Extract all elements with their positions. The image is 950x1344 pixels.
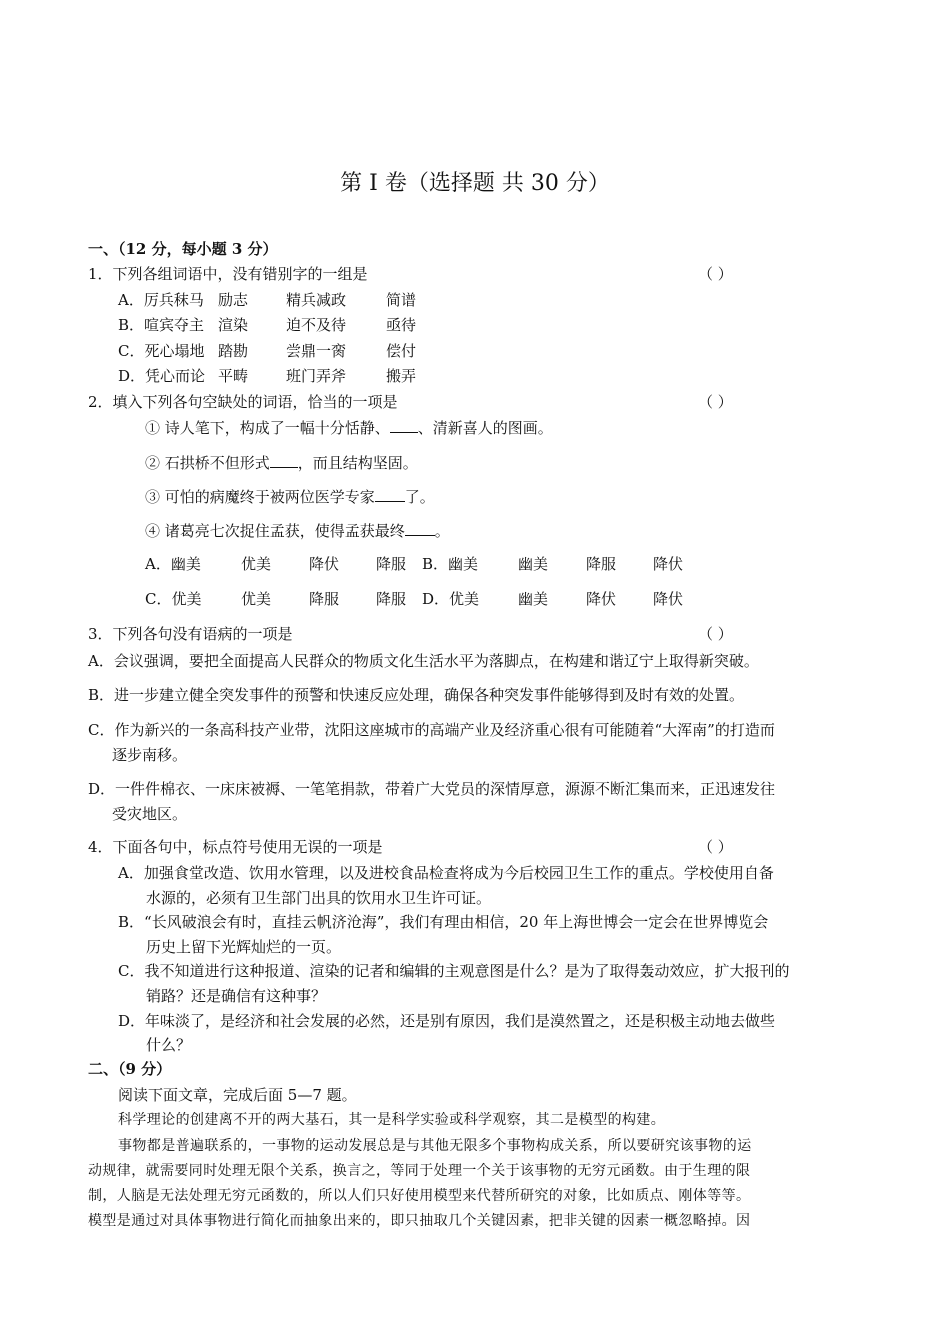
question-3-option-c-line2: 逐步南移。 <box>112 746 188 764</box>
passage-paragraph-2-line1: 事物都是普遍联系的，一事物的运动发展总是与其他无限多个事物构成关系，所以要研究该事物的运 <box>118 1138 752 1154</box>
blank-line <box>270 453 298 468</box>
reading-instruction: 阅读下面文章，完成后面 5—7 题。 <box>118 1086 357 1104</box>
blank-line <box>390 418 418 433</box>
question-4-option-b-line2: 历史上留下光辉灿烂的一页。 <box>146 938 342 956</box>
passage-paragraph-2-line2: 动规律，就需要同时处理无限个关系，换言之，等同于处理一个关于该事物的无穷元函数。由于生理的限 <box>88 1163 751 1179</box>
question-3-option-d-line2: 受灾地区。 <box>112 805 188 823</box>
question-1-option-b: B．喧宾夺主 渲染 迫不及待 亟待 <box>118 316 417 334</box>
question-4-stem: 4．下面各句中，标点符号使用无误的一项是 <box>88 838 383 856</box>
question-2-stem: 2．填入下列各句空缺处的词语，恰当的一项是 <box>88 393 398 411</box>
passage-paragraph-2-line4: 模型是通过对具体事物进行简化而抽象出来的，即只抽取几个关键因素，把非关键的因素一概忽略掉。因 <box>88 1213 751 1229</box>
page-title: 第 I 卷（选择题 共 30 分） <box>340 171 610 196</box>
question-4-option-a-line1: A．加强食堂改造、饮用水管理，以及进校食品检查将成为今后校园卫生工作的重点。学校使用自备 <box>118 864 774 882</box>
passage-paragraph-1: 科学理论的创建离不开的两大基石，其一是科学实验或科学观察，其二是模型的构建。 <box>118 1112 666 1128</box>
question-4-option-a-line2: 水源的，必须有卫生部门出具的饮用水卫生许可证。 <box>146 889 492 907</box>
blank-line <box>405 521 435 536</box>
question-1-option-d: D．凭心而论 平畴 班门弄斧 搬弄 <box>118 367 417 385</box>
section-one-heading: 一、（12 分，每小题 3 分） <box>88 240 278 258</box>
question-1-stem: 1．下列各组词语中，没有错别字的一组是 <box>88 265 368 283</box>
section-two-heading: 二、（9 分） <box>88 1060 172 1078</box>
question-2-answer-paren: （ ） <box>698 393 733 411</box>
question-4-option-d-line2: 什么？ <box>146 1036 192 1054</box>
question-2-sentence-4: ④ 诸葛亮七次捉住孟获，使得孟获最终 。 <box>145 522 450 540</box>
question-2-options-ab: A．幽美 优美 降伏 降服 B．幽美 幽美 降服 降伏 <box>145 555 684 573</box>
question-2-options-cd: C．优美 优美 降服 降服 D．优美 幽美 降伏 降伏 <box>145 590 684 608</box>
question-3-option-b: B．进一步建立健全突发事件的预警和快速反应处理，确保各种突发事件能够得到及时有效的处置。 <box>88 686 745 704</box>
question-2-sentence-1: ① 诗人笔下，构成了一幅十分恬静、 、清新喜人的图画。 <box>145 419 553 437</box>
question-4-option-c-line1: C．我不知道进行这种报道、渲染的记者和编辑的主观意图是什么？是为了取得轰动效应，扩大报刊的 <box>118 962 790 980</box>
question-3-option-a: A．会议强调，要把全面提高人民群众的物质文化生活水平为落脚点，在构建和谐辽宁上取得新突破。 <box>88 652 759 670</box>
question-4-option-c-line2: 销路？还是确信有这种事？ <box>146 987 327 1005</box>
question-4-option-d-line1: D．年味淡了，是经济和社会发展的必然，还是别有原因，我们是漠然置之，还是积极主动地去做些 <box>118 1012 776 1030</box>
question-3-stem: 3．下列各句没有语病的一项是 <box>88 625 293 643</box>
question-3-answer-paren: （ ） <box>698 625 733 643</box>
question-4-answer-paren: （ ） <box>698 838 733 856</box>
question-3-option-c-line1: C．作为新兴的一条高科技产业带，沈阳这座城市的高端产业及经济重心很有可能随着“大浑南”的打造而 <box>88 721 775 739</box>
passage-paragraph-2-line3: 制，人脑是无法处理无穷元函数的，所以人们只好使用模型来代替所研究的对象，比如质点、刚体等等。 <box>88 1188 751 1204</box>
question-1-option-c: C．死心塌地 踏勘 尝鼎一脔 偿付 <box>118 342 417 360</box>
question-4-option-b-line1: B．“长风破浪会有时，直挂云帆济沧海”，我们有理由相信，20 年上海世博会一定会在世界博览会 <box>118 913 769 931</box>
question-2-sentence-2: ② 石拱桥不但形式 ，而且结构坚固。 <box>145 454 418 472</box>
question-2-sentence-3: ③ 可怕的病魔终于被两位医学专家 了。 <box>145 488 435 506</box>
question-1-option-a: A．厉兵秣马 励志 精兵减政 简谱 <box>118 291 417 309</box>
question-1-answer-paren: （ ） <box>698 265 733 283</box>
blank-line <box>375 487 405 502</box>
question-3-option-d-line1: D．一件件棉衣、一床床被褥、一笔笔捐款，带着广大党员的深情厚意，源源不断汇集而来，正迅速发往 <box>88 780 776 798</box>
